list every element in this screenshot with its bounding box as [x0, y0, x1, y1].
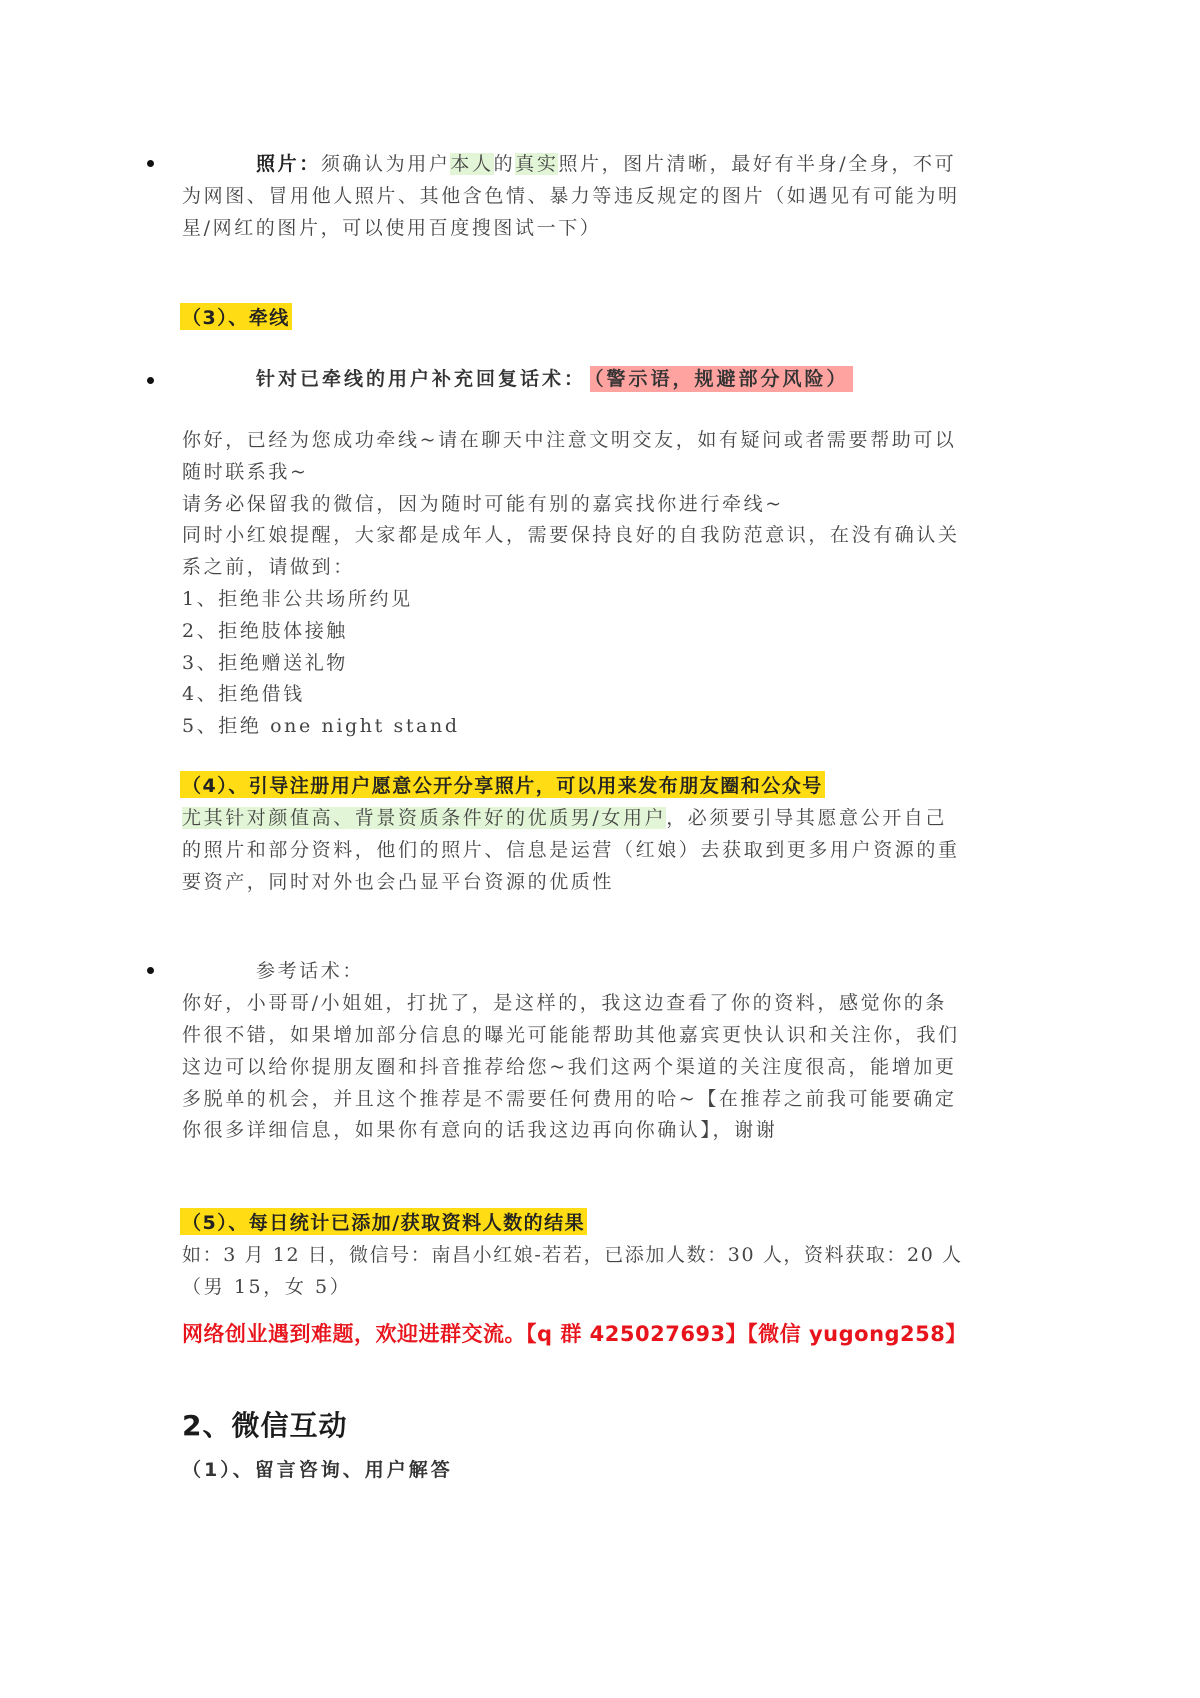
section-4-line-1 — [182, 803, 947, 830]
reference-line-4: 多脱单的机会，并且这个推荐是不需要任何费用的哈~【在推荐之前我可能要确定 — [182, 1088, 957, 1110]
reference-line-3: 这边可以给你提朋友圈和抖音推荐给您~我们这两个渠道的关注度很高，能增加更 — [182, 1056, 957, 1078]
script-line-5: 系之前，请做到： — [182, 556, 355, 578]
chapter-2-subtitle: （1）、留言咨询、用户解答 — [182, 1459, 453, 1481]
rule-item-5: 5、拒绝 one night stand — [182, 715, 460, 737]
text-span: 照片，图片清晰，最好有半身/全身，不可 — [558, 153, 957, 175]
script-line-2: 随时联系我~ — [182, 461, 309, 483]
stats-example-line-2: （男 15，女 5） — [182, 1276, 352, 1298]
rule-item-4: 4、拒绝借钱 — [182, 683, 305, 705]
highlight-self: 本人 — [450, 153, 494, 175]
bullet-icon — [147, 377, 154, 384]
highlight-quality-users: 尤其针对颜值高、背景资质条件好的优质男/女用户 — [182, 807, 667, 829]
follow-up-script-label: 针对已牵线的用户补充回复话术： — [256, 368, 587, 390]
promo-text: 网络创业遇到难题，欢迎进群交流。【q 群 425027693】【微信 yugong258】 — [182, 1322, 967, 1346]
script-line-3: 请务必保留我的微信，因为随时可能有别的嘉宾找你进行牵线~ — [182, 493, 784, 515]
section-3-heading: （3）、牵线 — [180, 303, 292, 330]
reference-line-1: 你好，小哥哥/小姐姐，打扰了，是这样的，我这边查看了你的资料，感觉你的条 — [182, 992, 948, 1014]
script-line-1: 你好，已经为您成功牵线~请在聊天中注意文明交友，如有疑问或者需要帮助可以 — [182, 429, 957, 451]
text-span: 须确认为用户 — [320, 153, 451, 175]
photo-requirement-line-2: 为网图、冒用他人照片、其他含色情、暴力等违反规定的图片（如遇见有可能为明 — [182, 185, 960, 207]
section-4-line-2: 的照片和部分资料，他们的照片、信息是运营（红娘）去获取到更多用户资源的重 — [182, 839, 960, 861]
rule-item-3: 3、拒绝赠送礼物 — [182, 652, 348, 674]
section-4-line-3: 要资产，同时对外也会凸显平台资源的优质性 — [182, 871, 615, 893]
photo-requirement-line-1 — [256, 149, 956, 176]
warning-badge: （警示语，规避部分风险） — [590, 366, 853, 392]
text-span: ，必须要引导其愿意公开自己 — [666, 807, 948, 829]
script-line-4: 同时小红娘提醒，大家都是成年人，需要保持良好的自我防范意识，在没有确认关 — [182, 524, 960, 546]
section-5-heading: （5）、每日统计已添加/获取资料人数的结果 — [180, 1208, 587, 1235]
photo-label: 照片： — [256, 153, 321, 175]
photo-requirement-line-3: 星/网红的图片，可以使用百度搜图试一下） — [182, 217, 602, 239]
stats-example-line-1: 如：3 月 12 日，微信号：南昌小红娘-若若，已添加人数：30 人，资料获取：20 人 — [182, 1244, 963, 1266]
reference-script-label: 参考话术： — [256, 960, 365, 982]
rule-item-2: 2、拒绝肢体接触 — [182, 620, 348, 642]
section-3-bullet-line — [256, 364, 853, 391]
bullet-icon — [147, 160, 154, 167]
chapter-2-title: 2、微信互动 — [182, 1409, 348, 1442]
rule-item-1: 1、拒绝非公共场所约见 — [182, 588, 413, 610]
highlight-real: 真实 — [515, 153, 559, 175]
reference-line-2: 件很不错，如果增加部分信息的曝光可能能帮助其他嘉宾更快认识和关注你，我们 — [182, 1024, 960, 1046]
text-span: 的 — [493, 153, 516, 175]
bullet-icon — [147, 967, 154, 974]
section-4-heading: （4）、引导注册用户愿意公开分享照片，可以用来发布朋友圈和公众号 — [180, 771, 825, 798]
reference-line-5: 你很多详细信息，如果你有意向的话我这边再向你确认】，谢谢 — [182, 1119, 778, 1141]
